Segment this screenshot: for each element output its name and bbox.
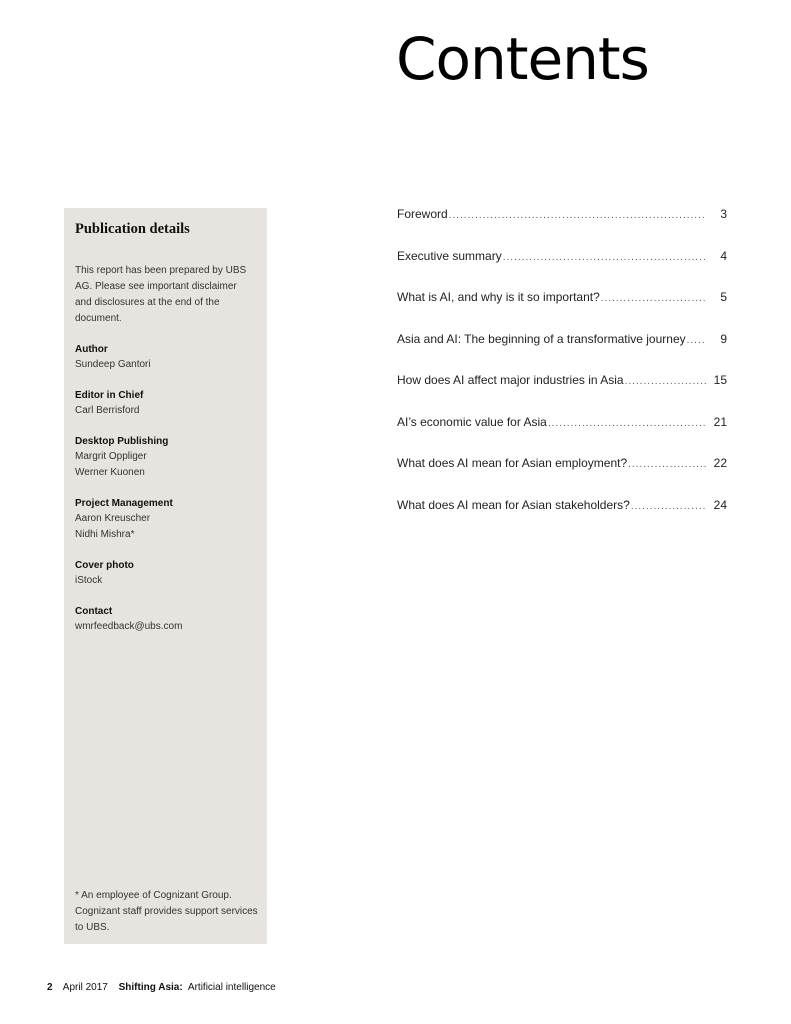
publication-details-heading: Publication details <box>75 221 190 237</box>
toc-entry-title: Executive summary <box>397 248 502 263</box>
toc-entry-title: Asia and AI: The beginning of a transformative journey <box>397 331 686 346</box>
footer-series: Shifting Asia: <box>118 982 183 993</box>
toc-entry-title: AI’s economic value for Asia <box>397 414 547 429</box>
toc-entry-title: Foreword <box>397 207 448 221</box>
contact-label: Contact <box>75 606 113 617</box>
project-management-section <box>75 496 256 543</box>
toc-entry-page: 15 <box>713 373 727 387</box>
publication-details-panel <box>64 208 267 944</box>
page-title: Contents <box>396 25 649 93</box>
cover-photo-label: Cover photo <box>75 560 134 571</box>
toc-entry[interactable] <box>397 372 727 414</box>
toc-dot-leader <box>687 333 706 349</box>
toc-dot-leader <box>601 291 706 307</box>
footer-page-number: 2 <box>47 982 53 993</box>
author-label: Author <box>75 344 108 355</box>
desktop-publishing-name: Margrit Oppliger <box>75 451 147 462</box>
toc-entry[interactable] <box>397 206 727 248</box>
desktop-publishing-section <box>75 434 256 481</box>
toc-dot-leader <box>548 416 706 432</box>
author-section <box>75 342 256 373</box>
toc-dot-leader <box>628 457 706 473</box>
toc-entry-page: 5 <box>720 290 727 304</box>
toc-entry[interactable] <box>397 455 727 497</box>
contact-section <box>75 604 256 635</box>
toc-dot-leader <box>503 250 706 266</box>
toc-entry-page: 3 <box>720 207 727 221</box>
contact-email[interactable]: wmrfeedback@ubs.com <box>75 621 183 632</box>
toc-entry-title: How does AI affect major industries in Asia <box>397 373 624 387</box>
editor-label: Editor in Chief <box>75 390 144 401</box>
editor-name: Carl Berrisford <box>75 405 140 416</box>
toc-entry-page: 9 <box>720 331 727 346</box>
toc-entry-page: 4 <box>720 248 727 263</box>
toc-entry[interactable] <box>397 497 727 539</box>
footer-topic: Artificial intelligence <box>187 982 276 993</box>
toc-entry-page: 24 <box>713 497 727 512</box>
table-of-contents <box>397 206 727 538</box>
project-management-name: Aaron Kreuscher <box>75 513 151 524</box>
toc-dot-leader <box>449 208 706 224</box>
footer-date: April 2017 <box>62 982 108 993</box>
toc-entry-title: What is AI, and why is it so important? <box>397 290 600 304</box>
project-management-label: Project Management <box>75 498 173 509</box>
toc-dot-leader <box>631 499 706 515</box>
toc-dot-leader <box>625 374 706 390</box>
toc-entry-page: 22 <box>713 456 727 470</box>
footnote: * An employee of Cognizant Group. Cognizant staff provides support services to UBS. <box>75 890 258 933</box>
author-name: Sundeep Gantori <box>75 359 151 370</box>
editor-section <box>75 388 256 419</box>
project-management-name: Nidhi Mishra* <box>75 529 135 540</box>
page-footer <box>47 981 276 995</box>
desktop-publishing-name: Werner Kuonen <box>75 467 145 478</box>
toc-entry[interactable] <box>397 289 727 331</box>
toc-entry-title: What does AI mean for Asian stakeholders? <box>397 497 630 512</box>
publication-intro: This report has been prepared by UBS AG. Please see important disclaimer and disclosures at the end of the document. <box>75 265 247 324</box>
toc-entry-page: 21 <box>713 414 727 429</box>
toc-entry-title: What does AI mean for Asian employment? <box>397 456 628 470</box>
toc-entry[interactable] <box>397 331 727 373</box>
cover-photo-section <box>75 558 256 589</box>
cover-photo-credit: iStock <box>75 575 103 586</box>
toc-entry[interactable] <box>397 248 727 290</box>
desktop-publishing-label: Desktop Publishing <box>75 436 169 447</box>
toc-entry[interactable] <box>397 414 727 456</box>
